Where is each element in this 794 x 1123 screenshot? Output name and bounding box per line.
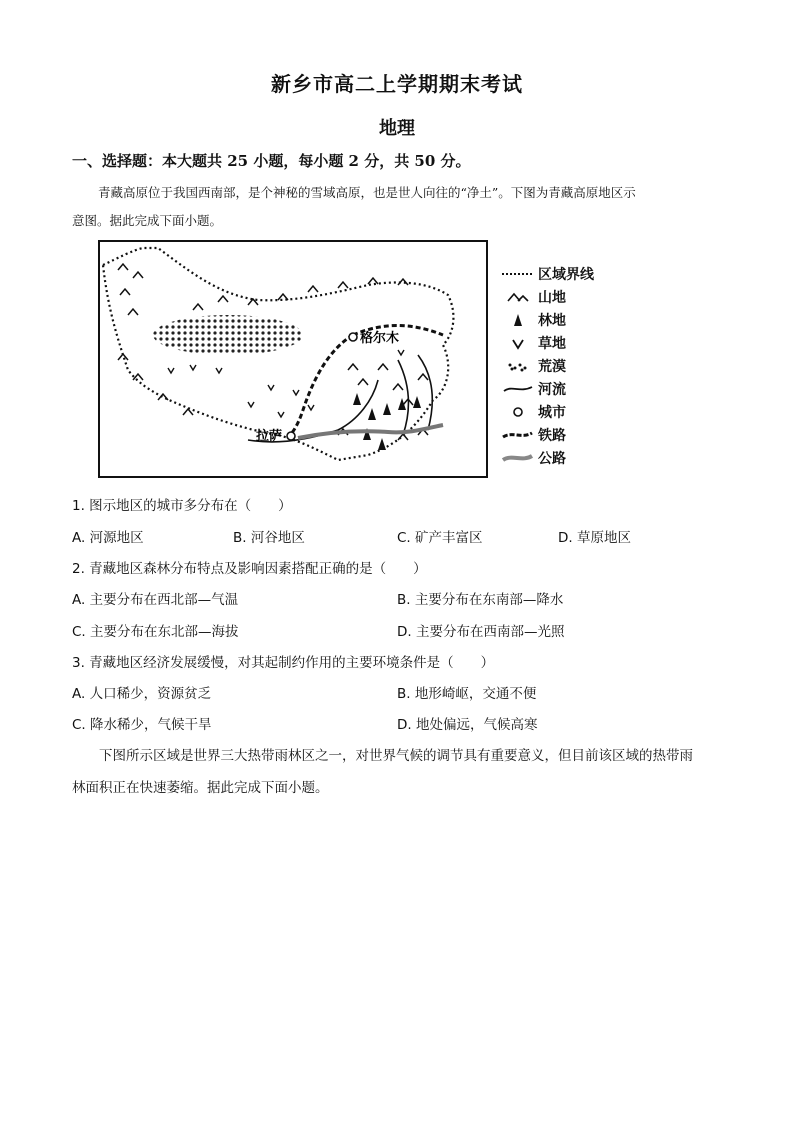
intro-line-2: 意图。据此完成下面小题。 — [72, 213, 223, 228]
legend-label: 河流 — [538, 381, 566, 398]
legend-item — [500, 377, 620, 400]
question-3-option-c[interactable]: C. 降水稀少，气候干旱 — [72, 717, 212, 733]
legend-label: 草地 — [538, 335, 566, 352]
question-1-option-a[interactable]: A. 河源地区 — [72, 530, 144, 546]
river-icon — [500, 381, 534, 397]
passage-2-line-1: 下图所示区域是世界三大热带雨林区之一，对世界气候的调节具有重要意义，但目前该区域的热带雨 — [99, 748, 693, 764]
legend-item — [500, 400, 620, 423]
tibet-map — [98, 240, 488, 478]
question-2-option-b[interactable]: B. 主要分布在东南部—降水 — [397, 592, 564, 608]
forest-icon — [500, 312, 534, 328]
question-3-stem: 3. 青藏地区经济发展缓慢，对其起制约作用的主要环境条件是（ ） — [72, 655, 495, 671]
legend-label: 林地 — [538, 312, 566, 329]
legend-item — [500, 308, 620, 331]
exam-title: 新乡市高二上学期期末考试 — [271, 72, 523, 96]
desert-area — [153, 315, 303, 355]
railway-icon — [500, 427, 534, 443]
legend-item — [500, 446, 620, 469]
question-1-option-c[interactable]: C. 矿产丰富区 — [397, 530, 483, 546]
grass-icon — [500, 335, 534, 351]
tibet-map-svg — [98, 240, 488, 478]
question-3-option-d[interactable]: D. 地处偏远，气候高寒 — [397, 717, 538, 733]
boundary-icon — [500, 266, 534, 282]
section-heading: 一、选择题：本大题共 25 小题，每小题 2 分，共 50 分。 — [72, 152, 471, 170]
question-1-option-d[interactable]: D. 草原地区 — [558, 530, 631, 546]
city-label-lhasa: 拉萨 — [256, 429, 283, 444]
question-3-option-a[interactable]: A. 人口稀少，资源贫乏 — [72, 686, 212, 702]
passage-2 — [72, 740, 722, 804]
passage-2-line-2: 林面积正在快速萎缩。据此完成下面小题。 — [72, 780, 329, 796]
legend-label: 山地 — [538, 289, 566, 306]
question-2-option-d[interactable]: D. 主要分布在西南部—光照 — [397, 624, 565, 640]
legend-label: 城市 — [538, 404, 566, 421]
legend-item — [500, 285, 620, 308]
city-lhasa — [287, 432, 295, 440]
map-legend — [500, 262, 620, 469]
question-1-stem: 1. 图示地区的城市多分布在（ ） — [72, 498, 292, 514]
question-3-option-b[interactable]: B. 地形崎岖，交通不便 — [397, 686, 537, 702]
question-2-stem: 2. 青藏地区森林分布特点及影响因素搭配正确的是（ ） — [72, 561, 427, 577]
legend-label: 区域界线 — [538, 266, 594, 283]
mountain-icon — [500, 289, 534, 305]
intro-line-1: 青藏高原位于我国西南部，是个神秘的雪域高原，也是世人向往的“净土”。下图为青藏高原地区示 — [98, 185, 636, 200]
city-icon — [500, 404, 534, 420]
question-2-option-c[interactable]: C. 主要分布在东北部—海拔 — [72, 624, 239, 640]
legend-label: 公路 — [538, 450, 566, 467]
question-2-option-a[interactable]: A. 主要分布在西北部—气温 — [72, 592, 239, 608]
legend-label: 荒漠 — [538, 358, 566, 375]
city-label-golmud: 格尔木 — [360, 331, 400, 346]
city-golmud — [349, 333, 357, 341]
map-frame — [99, 241, 487, 477]
legend-label: 铁路 — [538, 427, 566, 444]
legend-item — [500, 423, 620, 446]
legend-item — [500, 331, 620, 354]
highway-icon — [500, 450, 534, 466]
subject-title: 地理 — [379, 118, 415, 139]
question-1-option-b[interactable]: B. 河谷地区 — [233, 530, 305, 546]
desert-icon — [500, 358, 534, 374]
legend-item — [500, 354, 620, 377]
legend-item — [500, 262, 620, 285]
